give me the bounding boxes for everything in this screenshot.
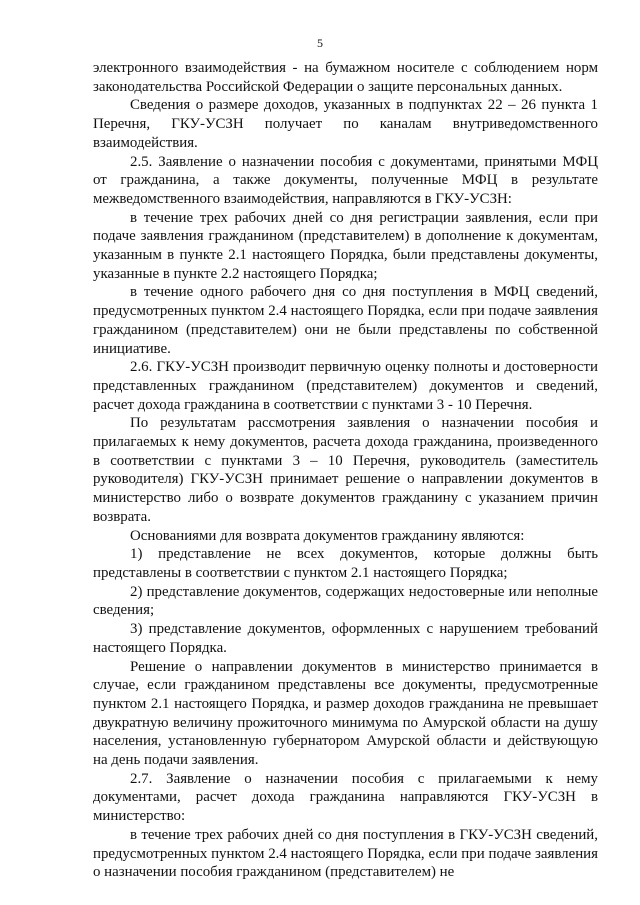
paragraph-income-info: Сведения о размере доходов, указанных в подпунктах 22 – 26 пункта 1 Перечня, ГКУ-УСЗН получает по каналам внутриведомственного взаимодействия. — [93, 97, 598, 151]
paragraph-2-5-term-three-days: в течение трех рабочих дней со дня регистрации заявления, если при подаче заявления гражданином (представителем) в дополнение к документам, указанным в пункте 2.1 настоящего Порядка, были представлены документы, указанные в пункте 2.2 настоящего Порядка; — [93, 209, 598, 282]
paragraph-2-7-term: в течение трех рабочих дней со дня поступления в ГКУ-УСЗН сведений, предусмотренных пунктом 2.4 настоящего Порядка, если при подаче заявления о назначении пособия гражданином (представителем) не — [93, 826, 598, 881]
list-item-return-ground-1: 1) представление не всех документов, которые должны быть представлены в соответствии с пунктом 2.1 настоящего Порядка; — [93, 546, 598, 581]
paragraph-2-7: 2.7. Заявление о назначении пособия с прилагаемыми к нему документами, расчет дохода гражданина направляются ГКУ-УСЗН в министерство: — [93, 770, 598, 825]
paragraph-continuation: электронного взаимодействия - на бумажном носителе с соблюдением норм законодательства Российской Федерации о защите персональных данных. — [93, 60, 598, 95]
paragraph-2-5: 2.5. Заявление о назначении пособия с документами, принятыми МФЦ от гражданина, а также документы, полученные МФЦ в результате межведомственного взаимодействия, направляются в ГКУ-УСЗН: — [93, 153, 598, 207]
document-body — [93, 59, 598, 882]
paragraph-2-5-term-one-day: в течение одного рабочего дня со дня поступления в МФЦ сведений, предусмотренных пунктом 2.4 настоящего Порядка, если при подаче заявления гражданином (представителем) они не были представлены по собственной инициативе. — [93, 284, 598, 357]
paragraph-ministry-decision: Решение о направлении документов в министерство принимается в случае, если гражданином представлены все документы, предусмотренные пунктом 2.1 настоящего Порядка, и размер доходов гражданина не превышает двукратную величину прожиточного минимума по Амурской области на душу населения, установленную губернатором Амурской области и действующую на день подачи заявления. — [93, 658, 598, 769]
paragraph-2-6-decision: По результатам рассмотрения заявления о назначении пособия и прилагаемых к нему документов, расчета дохода гражданина, произведенного в соответствии с пунктами 3 – 10 Перечня, руководитель (заместитель руководителя) ГКУ-УСЗН принимает решение о направлении документов в министерство либо о возврате документов гражданину с указанием причин возврата. — [93, 415, 598, 525]
page-number: 5 — [317, 36, 323, 50]
list-item-return-ground-2: 2) представление документов, содержащих недостоверные или неполные сведения; — [93, 583, 598, 619]
paragraph-return-grounds: Основаниями для возврата документов гражданину являются: — [130, 527, 525, 544]
paragraph-2-6: 2.6. ГКУ-УСЗН производит первичную оценку полноты и достоверности представленных гражданином (представителем) документов и сведений, расчет дохода гражданина в соответствии с пунктами 3 - 10 Перечня. — [93, 359, 598, 413]
list-item-return-ground-3: 3) представление документов, оформленных с нарушением требований настоящего Порядка. — [93, 621, 598, 656]
